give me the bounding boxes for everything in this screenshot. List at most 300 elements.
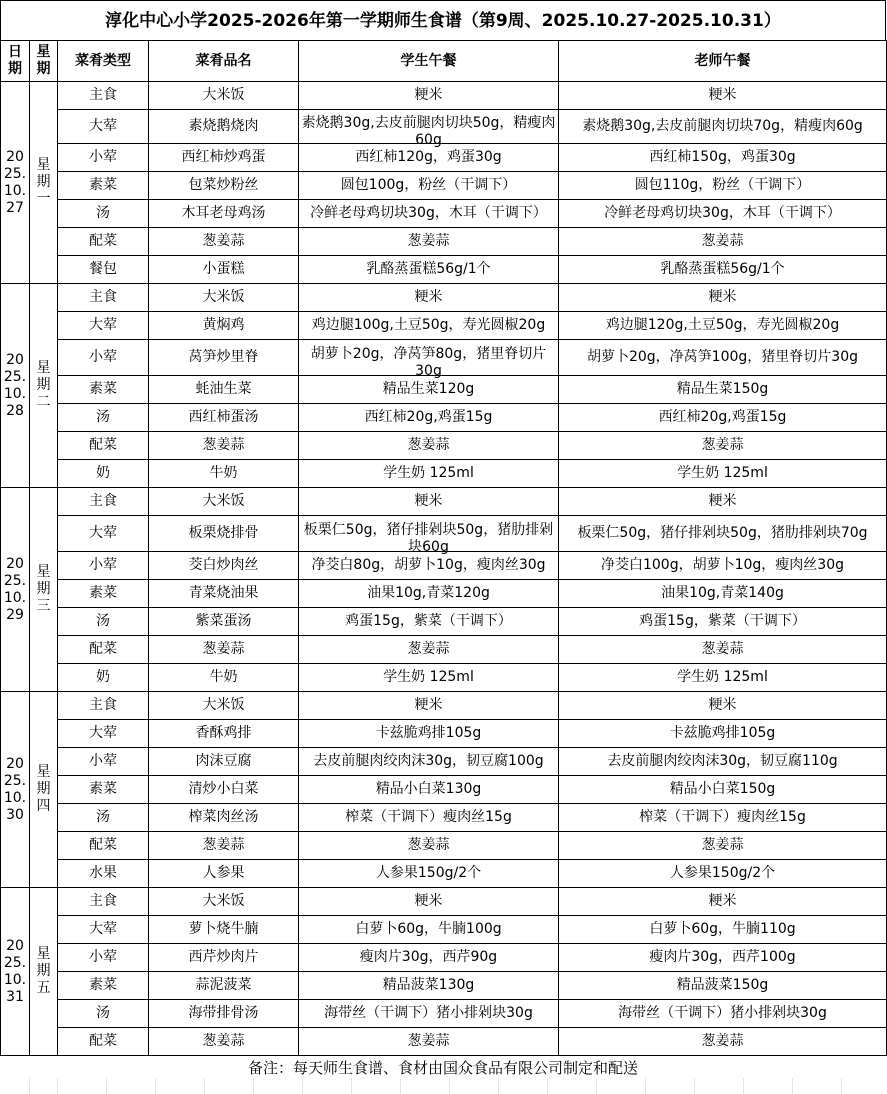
student-lunch-cell-text: 葱姜蒜	[407, 641, 450, 657]
student-lunch-cell-text: 精品生菜120g	[382, 381, 475, 397]
header-student: 学生午餐	[299, 41, 559, 82]
teacher-lunch-cell	[559, 664, 887, 692]
student-lunch-cell-text: 精品小白菜130g	[375, 781, 482, 797]
dish-type-cell-text: 大荤	[89, 921, 117, 937]
teacher-lunch-cell	[559, 488, 887, 516]
menu-row	[1, 200, 887, 228]
student-lunch-cell	[299, 228, 559, 256]
dish-name-cell-text: 大米饭	[202, 289, 245, 305]
header-row	[1, 41, 887, 82]
dish-name-cell-text: 海带排骨汤	[188, 1005, 259, 1021]
weekday-cell: 星期三	[30, 488, 58, 692]
menu-row	[1, 664, 887, 692]
student-lunch-cell-text: 白萝卜60g，牛腩100g	[355, 921, 502, 937]
teacher-lunch-cell	[559, 916, 887, 944]
dish-type-cell	[58, 200, 149, 228]
student-lunch-cell-text: 学生奶 125ml	[383, 669, 474, 685]
student-lunch-cell-text: 瘦肉片30g，西芹90g	[359, 949, 498, 965]
dish-name-cell-text: 板栗烧排骨	[188, 525, 259, 541]
menu-row	[1, 944, 887, 972]
dish-type-cell-text: 小荤	[89, 557, 117, 573]
teacher-lunch-cell	[559, 860, 887, 888]
teacher-lunch-cell	[559, 748, 887, 776]
student-lunch-cell	[299, 748, 559, 776]
dish-type-cell-text: 配菜	[89, 1033, 117, 1049]
student-lunch-cell	[299, 340, 559, 379]
teacher-lunch-cell	[559, 552, 887, 580]
teacher-lunch-cell-text: 海带丝（干调下）猪小排剁块30g	[618, 1005, 827, 1021]
teacher-lunch-cell-text: 胡萝卜20g，净莴笋100g，猪里脊切片30g	[586, 349, 858, 365]
student-lunch-cell-text: 榨菜（干调下）瘦肉丝15g	[345, 809, 512, 825]
teacher-lunch-cell	[559, 832, 887, 860]
dish-type-cell	[58, 432, 149, 460]
student-lunch-cell	[299, 82, 559, 110]
dish-type-cell	[58, 776, 149, 804]
dish-name-cell-text: 木耳老母鸡汤	[181, 205, 266, 221]
dish-name-cell	[149, 110, 299, 144]
dish-name-cell-text: 牛奶	[209, 465, 238, 481]
dish-type-cell-text: 小荤	[89, 753, 117, 769]
dish-name-cell	[149, 552, 299, 580]
sheet-gridlines	[0, 1078, 886, 1094]
student-lunch-cell	[299, 832, 559, 860]
dish-type-cell-text: 餐包	[89, 261, 117, 277]
dish-type-cell-text: 主食	[89, 697, 117, 713]
menu-row	[1, 404, 887, 432]
dish-type-cell-text: 大荤	[89, 525, 117, 541]
teacher-lunch-cell-text: 板栗仁50g，猪仔排剁块50g，猪肋排剁块70g	[577, 525, 868, 541]
dish-type-cell	[58, 916, 149, 944]
student-lunch-cell	[299, 888, 559, 916]
teacher-lunch-cell-text: 白萝卜60g，牛腩110g	[649, 921, 796, 937]
dish-name-cell-text: 香酥鸡排	[195, 725, 252, 741]
dish-type-cell	[58, 888, 149, 916]
teacher-lunch-cell	[559, 692, 887, 720]
student-lunch-cell	[299, 200, 559, 228]
dish-name-cell-text: 蒜泥菠菜	[195, 977, 252, 993]
header-weekday: 星期	[30, 41, 58, 82]
dish-type-cell-text: 素菜	[89, 781, 117, 797]
weekday-cell: 星期一	[30, 82, 58, 284]
teacher-lunch-cell-text: 瘦肉片30g，西芹100g	[649, 949, 796, 965]
student-lunch-cell-text: 西红柿120g，鸡蛋30g	[355, 149, 502, 165]
student-lunch-cell	[299, 720, 559, 748]
teacher-lunch-cell	[559, 460, 887, 488]
dish-type-cell-text: 水果	[89, 865, 117, 881]
student-lunch-cell-text: 胡萝卜20g，净莴笋80g，猪里脊切片30g	[310, 345, 547, 379]
teacher-lunch-cell	[559, 110, 887, 144]
weekday-cell: 星期四	[30, 692, 58, 888]
student-lunch-cell	[299, 1028, 559, 1056]
dish-name-cell	[149, 228, 299, 256]
dish-type-cell	[58, 552, 149, 580]
student-lunch-cell-text: 葱姜蒜	[407, 233, 450, 249]
dish-name-cell-text: 大米饭	[202, 493, 245, 509]
dish-name-cell-text: 葱姜蒜	[202, 641, 245, 657]
student-lunch-cell-text: 卡兹脆鸡排105g	[375, 725, 482, 741]
dish-type-cell	[58, 580, 149, 608]
dish-type-cell	[58, 228, 149, 256]
menu-row	[1, 432, 887, 460]
dish-type-cell	[58, 82, 149, 110]
dish-type-cell-text: 大荤	[89, 317, 117, 333]
student-lunch-cell	[299, 1000, 559, 1028]
dish-name-cell	[149, 860, 299, 888]
teacher-lunch-cell	[559, 432, 887, 460]
dish-name-cell	[149, 516, 299, 552]
date-cell: 2025.10.29	[1, 488, 30, 692]
dish-name-cell	[149, 82, 299, 110]
student-lunch-cell	[299, 776, 559, 804]
dish-name-cell	[149, 200, 299, 228]
dish-type-cell-text: 素菜	[89, 381, 117, 397]
dish-type-cell	[58, 340, 149, 376]
teacher-lunch-cell	[559, 776, 887, 804]
dish-type-cell-text: 主食	[89, 493, 117, 509]
dish-type-cell-text: 配菜	[89, 437, 117, 453]
menu-row	[1, 1000, 887, 1028]
dish-name-cell-text: 葱姜蒜	[202, 233, 245, 249]
header-name: 菜肴品名	[149, 41, 299, 82]
teacher-lunch-cell	[559, 404, 887, 432]
dish-type-cell-text: 素菜	[89, 177, 117, 193]
dish-type-cell-text: 汤	[96, 409, 110, 425]
dish-type-cell-text: 素菜	[89, 977, 117, 993]
dish-name-cell-text: 青菜烧油果	[188, 585, 259, 601]
dish-type-cell-text: 大荤	[89, 725, 117, 741]
dish-name-cell-text: 葱姜蒜	[202, 837, 245, 853]
teacher-lunch-cell	[559, 972, 887, 1000]
teacher-lunch-cell-text: 乳酪蒸蛋糕56g/1个	[660, 261, 785, 277]
student-lunch-cell	[299, 110, 559, 148]
dish-name-cell-text: 大米饭	[202, 893, 245, 909]
dish-type-cell	[58, 1028, 149, 1056]
student-lunch-cell	[299, 432, 559, 460]
dish-type-cell-text: 主食	[89, 289, 117, 305]
dish-name-cell-text: 葱姜蒜	[202, 437, 245, 453]
header-type: 菜肴类型	[58, 41, 149, 82]
dish-name-cell	[149, 972, 299, 1000]
menu-row	[1, 720, 887, 748]
student-lunch-cell-text: 粳米	[414, 493, 443, 509]
dish-type-cell	[58, 944, 149, 972]
dish-name-cell	[149, 692, 299, 720]
teacher-lunch-cell-text: 榨菜（干调下）瘦肉丝15g	[639, 809, 806, 825]
student-lunch-cell	[299, 376, 559, 404]
student-lunch-cell	[299, 664, 559, 692]
dish-type-cell-text: 奶	[96, 465, 110, 481]
dish-type-cell	[58, 284, 149, 312]
menu-row	[1, 552, 887, 580]
dish-type-cell-text: 主食	[89, 893, 117, 909]
student-lunch-cell-text: 西红柿20g,鸡蛋15g	[364, 409, 493, 425]
dish-name-cell-text: 大米饭	[202, 697, 245, 713]
dish-name-cell-text: 包菜炒粉丝	[188, 177, 259, 193]
dish-name-cell-text: 牛奶	[209, 669, 238, 685]
dish-name-cell	[149, 776, 299, 804]
student-lunch-cell-text: 去皮前腿肉绞肉沫30g，韧豆腐100g	[313, 753, 544, 769]
dish-name-cell-text: 萝卜烧牛腩	[188, 921, 259, 937]
dish-name-cell-text: 葱姜蒜	[202, 1033, 245, 1049]
student-lunch-cell	[299, 860, 559, 888]
dish-name-cell	[149, 376, 299, 404]
dish-name-cell-text: 小蛋糕	[202, 261, 245, 277]
dish-name-cell	[149, 432, 299, 460]
dish-name-cell	[149, 720, 299, 748]
teacher-lunch-cell	[559, 284, 887, 312]
student-lunch-cell	[299, 916, 559, 944]
menu-row	[1, 256, 887, 284]
teacher-lunch-cell-text: 精品小白菜150g	[669, 781, 776, 797]
teacher-lunch-cell	[559, 636, 887, 664]
dish-type-cell	[58, 144, 149, 172]
dish-type-cell	[58, 460, 149, 488]
dish-name-cell	[149, 608, 299, 636]
student-lunch-cell-text: 素烧鹅30g,去皮前腿肉切块50g，精瘦肉60g	[301, 114, 556, 148]
dish-type-cell	[58, 804, 149, 832]
dish-type-cell-text: 配菜	[89, 641, 117, 657]
page-title: 淳化中心小学2025-2026年第一学期师生食谱（第9周、2025.10.27-2025.10.31）	[0, 0, 886, 40]
header-teacher: 老师午餐	[559, 41, 887, 82]
student-lunch-cell-text: 粳米	[414, 697, 443, 713]
teacher-lunch-cell-text: 葱姜蒜	[701, 437, 744, 453]
teacher-lunch-cell-text: 葱姜蒜	[701, 641, 744, 657]
menu-row	[1, 228, 887, 256]
student-lunch-cell-text: 粳米	[414, 893, 443, 909]
teacher-lunch-cell	[559, 228, 887, 256]
teacher-lunch-cell-text: 粳米	[708, 697, 737, 713]
dish-type-cell	[58, 110, 149, 144]
teacher-lunch-cell-text: 西红柿20g,鸡蛋15g	[658, 409, 787, 425]
teacher-lunch-cell	[559, 1028, 887, 1056]
dish-name-cell	[149, 944, 299, 972]
dish-type-cell-text: 奶	[96, 669, 110, 685]
student-lunch-cell-text: 板栗仁50g，猪仔排剁块50g，猪肋排剁块60g	[303, 521, 554, 555]
teacher-lunch-cell	[559, 1000, 887, 1028]
dish-type-cell	[58, 312, 149, 340]
menu-row	[1, 692, 887, 720]
menu-row	[1, 916, 887, 944]
student-lunch-cell-text: 葱姜蒜	[407, 837, 450, 853]
dish-type-cell	[58, 664, 149, 692]
menu-row	[1, 312, 887, 340]
header-date: 日期	[1, 41, 30, 82]
student-lunch-cell	[299, 460, 559, 488]
teacher-lunch-cell-text: 鸡边腿120g,土豆50g，寿光圆椒20g	[605, 317, 840, 333]
dish-type-cell-text: 小荤	[89, 949, 117, 965]
menu-row	[1, 748, 887, 776]
menu-row	[1, 172, 887, 200]
student-lunch-cell-text: 圆包100g，粉丝（干调下）	[340, 177, 517, 193]
student-lunch-cell-text: 油果10g,青菜120g	[367, 585, 490, 601]
teacher-lunch-cell-text: 葱姜蒜	[701, 1033, 744, 1049]
menu-row	[1, 608, 887, 636]
student-lunch-cell	[299, 488, 559, 516]
date-cell: 2025.10.30	[1, 692, 30, 888]
dish-name-cell	[149, 144, 299, 172]
dish-name-cell-text: 莴笋炒里脊	[188, 349, 259, 365]
dish-type-cell	[58, 404, 149, 432]
teacher-lunch-cell-text: 粳米	[708, 289, 737, 305]
dish-name-cell-text: 紫菜蛋汤	[195, 613, 252, 629]
student-lunch-cell	[299, 636, 559, 664]
teacher-lunch-cell-text: 油果10g,青菜140g	[661, 585, 784, 601]
dish-name-cell	[149, 888, 299, 916]
student-lunch-cell-text: 粳米	[414, 289, 443, 305]
dish-type-cell	[58, 516, 149, 552]
teacher-lunch-cell-text: 葱姜蒜	[701, 233, 744, 249]
student-lunch-cell-text: 粳米	[414, 87, 443, 103]
dish-name-cell-text: 西红柿炒鸡蛋	[181, 149, 266, 165]
student-lunch-cell-text: 精品菠菜130g	[382, 977, 475, 993]
dish-name-cell	[149, 636, 299, 664]
date-cell: 2025.10.27	[1, 82, 30, 284]
teacher-lunch-cell	[559, 200, 887, 228]
date-cell: 2025.10.28	[1, 284, 30, 488]
student-lunch-cell-text: 鸡蛋15g，紫菜（干调下）	[345, 613, 512, 629]
teacher-lunch-cell	[559, 888, 887, 916]
dish-name-cell	[149, 460, 299, 488]
dish-type-cell	[58, 1000, 149, 1028]
dish-name-cell-text: 清炒小白菜	[188, 781, 259, 797]
teacher-lunch-cell-text: 去皮前腿肉绞肉沫30g，韧豆腐110g	[607, 753, 838, 769]
student-lunch-cell-text: 鸡边腿100g,土豆50g，寿光圆椒20g	[311, 317, 546, 333]
student-lunch-cell-text: 冷鲜老母鸡切块30g，木耳（干调下）	[310, 205, 547, 221]
teacher-lunch-cell	[559, 340, 887, 376]
teacher-lunch-cell-text: 净茭白100g，胡萝卜10g，瘦肉丝30g	[600, 557, 844, 573]
dish-name-cell	[149, 664, 299, 692]
dish-name-cell	[149, 488, 299, 516]
student-lunch-cell	[299, 172, 559, 200]
dish-type-cell	[58, 972, 149, 1000]
dish-type-cell-text: 素菜	[89, 585, 117, 601]
dish-type-cell-text: 汤	[96, 809, 110, 825]
student-lunch-cell-text: 学生奶 125ml	[383, 465, 474, 481]
dish-name-cell	[149, 256, 299, 284]
teacher-lunch-cell-text: 粳米	[708, 87, 737, 103]
dish-type-cell	[58, 860, 149, 888]
menu-row	[1, 284, 887, 312]
menu-row	[1, 636, 887, 664]
menu-row	[1, 110, 887, 144]
student-lunch-cell	[299, 972, 559, 1000]
dish-name-cell-text: 素烧鹅烧肉	[188, 118, 259, 134]
teacher-lunch-cell-text: 人参果150g/2个	[669, 865, 776, 881]
student-lunch-cell	[299, 404, 559, 432]
dish-type-cell	[58, 256, 149, 284]
menu-row	[1, 82, 887, 110]
dish-type-cell	[58, 692, 149, 720]
dish-name-cell	[149, 1028, 299, 1056]
teacher-lunch-cell	[559, 580, 887, 608]
teacher-lunch-cell-text: 素烧鹅30g,去皮前腿肉切块70g，精瘦肉60g	[582, 118, 863, 134]
teacher-lunch-cell-text: 葱姜蒜	[701, 837, 744, 853]
student-lunch-cell-text: 葱姜蒜	[407, 1033, 450, 1049]
dish-name-cell	[149, 404, 299, 432]
menu-table	[0, 40, 887, 1056]
student-lunch-cell	[299, 692, 559, 720]
dish-type-cell	[58, 376, 149, 404]
teacher-lunch-cell-text: 粳米	[708, 493, 737, 509]
menu-row	[1, 888, 887, 916]
dish-name-cell-text: 蚝油生菜	[195, 381, 252, 397]
dish-type-cell-text: 小荤	[89, 149, 117, 165]
dish-type-cell-text: 小荤	[89, 349, 117, 365]
dish-type-cell	[58, 832, 149, 860]
dish-name-cell-text: 西红柿蛋汤	[188, 409, 259, 425]
dish-type-cell	[58, 608, 149, 636]
teacher-lunch-cell	[559, 376, 887, 404]
weekday-cell: 星期五	[30, 888, 58, 1056]
student-lunch-cell	[299, 516, 559, 555]
dish-name-cell	[149, 748, 299, 776]
menu-row	[1, 860, 887, 888]
dish-name-cell	[149, 284, 299, 312]
teacher-lunch-cell-text: 粳米	[708, 893, 737, 909]
student-lunch-cell	[299, 284, 559, 312]
teacher-lunch-cell-text: 鸡蛋15g，紫菜（干调下）	[639, 613, 806, 629]
dish-name-cell-text: 大米饭	[202, 87, 245, 103]
teacher-lunch-cell-text: 学生奶 125ml	[677, 465, 768, 481]
footer-note: 备注：每天师生食谱、食材由国众食品有限公司制定和配送	[247, 1059, 638, 1077]
dish-type-cell	[58, 748, 149, 776]
teacher-lunch-cell	[559, 256, 887, 284]
student-lunch-cell	[299, 580, 559, 608]
dish-type-cell-text: 大荤	[89, 118, 117, 134]
teacher-lunch-cell	[559, 720, 887, 748]
student-lunch-cell	[299, 312, 559, 340]
student-lunch-cell	[299, 256, 559, 284]
student-lunch-cell	[299, 552, 559, 580]
dish-type-cell-text: 汤	[96, 613, 110, 629]
teacher-lunch-cell-text: 学生奶 125ml	[677, 669, 768, 685]
teacher-lunch-cell-text: 精品生菜150g	[676, 381, 769, 397]
weekday-cell: 星期二	[30, 284, 58, 488]
student-lunch-cell-text: 乳酪蒸蛋糕56g/1个	[366, 261, 491, 277]
dish-type-cell-text: 配菜	[89, 233, 117, 249]
teacher-lunch-cell	[559, 516, 887, 552]
dish-name-cell	[149, 340, 299, 376]
menu-row	[1, 144, 887, 172]
menu-row	[1, 1028, 887, 1056]
menu-row	[1, 832, 887, 860]
menu-row	[1, 516, 887, 552]
student-lunch-cell-text: 葱姜蒜	[407, 437, 450, 453]
teacher-lunch-cell	[559, 608, 887, 636]
dish-name-cell-text: 肉沫豆腐	[195, 753, 252, 769]
dish-name-cell	[149, 580, 299, 608]
teacher-lunch-cell-text: 卡兹脆鸡排105g	[669, 725, 776, 741]
teacher-lunch-cell-text: 西红柿150g，鸡蛋30g	[649, 149, 796, 165]
dish-name-cell	[149, 312, 299, 340]
dish-type-cell-text: 汤	[96, 1005, 110, 1021]
dish-type-cell	[58, 172, 149, 200]
menu-row	[1, 460, 887, 488]
dish-name-cell-text: 榨菜肉丝汤	[188, 809, 259, 825]
dish-name-cell	[149, 172, 299, 200]
dish-name-cell	[149, 916, 299, 944]
dish-name-cell-text: 茭白炒肉丝	[188, 557, 259, 573]
dish-name-cell-text: 黄焖鸡	[202, 317, 245, 333]
student-lunch-cell-text: 海带丝（干调下）猪小排剁块30g	[324, 1005, 533, 1021]
menu-row	[1, 376, 887, 404]
teacher-lunch-cell-text: 冷鲜老母鸡切块30g，木耳（干调下）	[604, 205, 841, 221]
dish-name-cell	[149, 832, 299, 860]
dish-name-cell-text: 西芹炒肉片	[188, 949, 259, 965]
menu-row	[1, 580, 887, 608]
teacher-lunch-cell	[559, 172, 887, 200]
student-lunch-cell-text: 净茭白80g，胡萝卜10g，瘦肉丝30g	[311, 557, 546, 573]
